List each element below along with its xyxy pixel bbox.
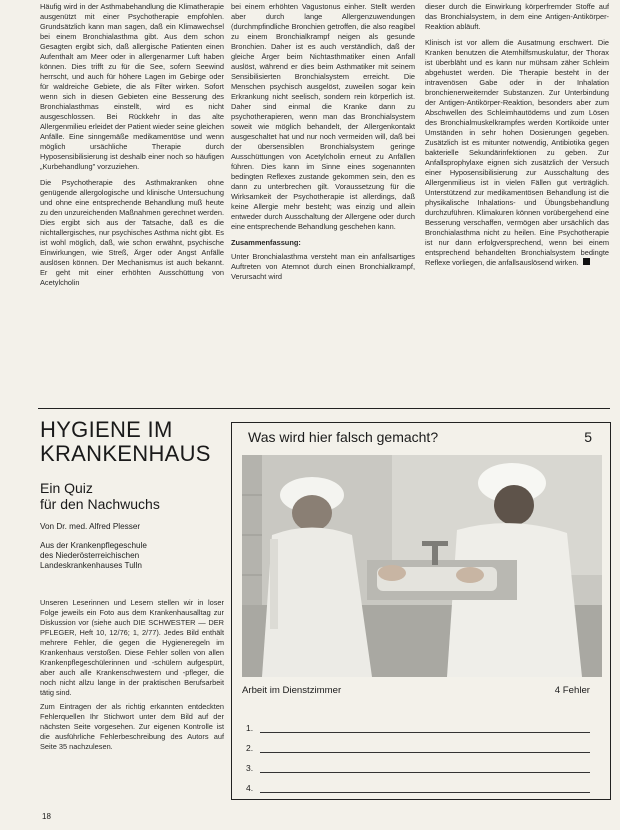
answer-number: 1. — [246, 723, 254, 733]
feature-subtitle — [40, 480, 224, 512]
answer-blank[interactable] — [260, 742, 590, 753]
quiz-question: Was wird hier falsch gemacht? — [248, 429, 439, 445]
paragraph: Zum Eintragen der als richtig erkannten entdeckten Fehlerquellen Ihr Stichwort unter dem Bild auf der nächsten Seite vorgesehen. Zur eigenen Kontrolle ist die ausführliche Fehlerbeschreibung des Autors auf Seite 35 nachzulesen. — [40, 702, 224, 751]
summary-heading: Zusammenfassung: — [231, 238, 301, 247]
paragraph — [425, 38, 609, 268]
article-column-3 — [425, 2, 609, 400]
quiz-photo — [242, 455, 602, 677]
feature-title-line: HYGIENE IM — [40, 417, 173, 442]
paragraph: Die Psychotherapie des Asthmakranken ohne genügende allergologische und klinische Untersuchung und ohne eine entsprechende Behandlung muß heute zu den unzureichenden Maßnahmen gerechnet werden. Dies ergibt sich aus der Tatsache, daß es die nichtallergisches, nur psychisches Asthma nicht gibt. Es ist wohl möglich, daß, wie schon erwähnt, psychische Einwirkungen, wie Streß, Ärger oder Angst Anfälle auslösen können. Der Mechanismus ist auch bekannt. Er geht mit einer erhöhten Ausschüttung von Acetylcholin — [40, 178, 224, 287]
answer-line[interactable] — [246, 753, 590, 773]
quiz-number: 5 — [584, 429, 592, 445]
answer-blank[interactable] — [260, 782, 590, 793]
answer-number: 4. — [246, 783, 254, 793]
page-number: 18 — [42, 812, 51, 821]
article-column-2 — [231, 2, 415, 380]
nurses-at-sink-illustration — [242, 455, 602, 677]
feature-subtitle-line: Ein Quiz — [40, 480, 93, 496]
feature-title-line: KRANKENHAUS — [40, 441, 211, 466]
institution-line: Aus der Krankenpflegeschule — [40, 541, 147, 550]
article-column-1 — [40, 2, 224, 380]
answer-number: 3. — [246, 763, 254, 773]
author-byline: Von Dr. med. Alfred Plesser — [40, 522, 141, 531]
institution-line: des Niederösterreichischen — [40, 551, 140, 560]
paragraph: bei einem erhöhten Vagustonus einher. Stellt werden aber durch lange Allergenzuwendungen (durchmpfindliche Bronchien getroffen, die also reagibel zu einem Bronchialkrampf neigen als gesunde Bronchien. Daher ist es auch verständlich, daß der gleiche Ärger beim Nichtasthmatiker einen Anfall auslöst, während er dies beim Asthmatiker mit seinem Sensibilisierten Bronchialsystem erreicht. Die Menschen psychisch ausgelöst, zuweilen sogar kein Erkrankung nicht seelisch, sondern rein körperlich ist. Daher sind einmal die Kranke dann zu psychotherapieren, wenn man das Bronchialsystem soweit wie möglich behandelt, der Allergenkontakt ausgeschaltet hat und nur noch vermeiden will, daß bei der übersensiblen Bronchialsystem geringe Ausschüttungen von Acetylcholin erneut zu Anfällen führen. Dies kann im Sinne eines sogenannten bedingten Reflexes zustande gekommen sein, den es dann zu unterbrechen gilt. Voraussetzung für die Wirksamkeit der Psychotherapie ist allerdings, daß keine Allergie mehr besteht; was einzig und allein entweder durch Ausschaltung der Allergene oder durch eine entsprechende Behandlung geschehen kann. — [231, 2, 415, 231]
answer-blank[interactable] — [260, 762, 590, 773]
feature-title — [40, 418, 224, 466]
paragraph-text: Klinisch ist vor allem die Ausatmung erschwert. Die Kranken benutzen die Atemhilfsmuskulatur, der Thorax ist überbläht und es kann nur mühsam zäher Schleim abgehustet werden. Die Therapie besteht in der intravenösen Gabe oder in der Inhalation bronchienerweiternder Substanzen. Zur Unterbindung der Antigen-Antikörper-Reaktion, besonders aber zum Abschwellen des Schleimhautödems und zum Lösen des Bronchialmuskelkrampfes werden Kortikoide unter Umständen in sehr hohen Dosierungen gegeben. Zusätzlich ist es mitunter notwendig, Antibiotika gegen bakterielle Sekundärinfektionen zu geben. Zur Anfallsprophylaxe eignen sich zusätzlich der Versuch einer Hyposensibilisierung zur Ausschaltung des Allergenmilieus ist in vielen Fällen gut verträglich. Unterstützend zur medikamentösen Behandlung ist die physikalische Inhalations- und Übungsbehandlung durchzuführen. Klimakuren können vorübergehend eine Besserung verschaffen, vermögen aber ursächlich das Bronchialasthma nicht zu heilen. Eine Psychotherapie ist nur dann erfolgversprechend, wenn bei einem entsprechend behandelten Bronchialsystem bedingte Reflexe vorliegen, die anfallsauslösend wirken. — [425, 38, 609, 267]
end-of-article-marker — [583, 258, 590, 265]
feature-body — [40, 598, 224, 818]
answer-blank[interactable] — [260, 722, 590, 733]
answer-number: 2. — [246, 743, 254, 753]
quiz-header — [248, 429, 592, 445]
photo-caption: Arbeit im Dienstzimmer — [242, 685, 342, 696]
paragraph: dieser durch die Einwirkung körperfremder Stoffe auf das Bronchialsystem, in dem eine Antigen-Antikörper-Reaktion abläuft. — [425, 2, 609, 31]
answer-line[interactable] — [246, 773, 590, 793]
paragraph: Unseren Leserinnen und Lesern stellen wir in loser Folge jeweils ein Foto aus dem Krankenhausalltag zur Diskussion vor (siehe auch DIE SCHWESTER — DER PFLEGER, Heft 10, 12/76; 1, 2/77). Jedes Bild enthält mehrere Fehler, die gegen die Hygieneregeln im Krankenhaus verstoßen. Diese Fehler sollen von allen Krankenpflegeschülerinnen und -schülern aufgespürt, aber auch alle Krankenschwestern und -pfleger, die noch nicht allzu lange in der praktischen Berufsarbeit tätig sind. — [40, 598, 224, 697]
section-divider — [38, 408, 610, 409]
answer-lines — [246, 713, 590, 793]
author-institution — [40, 541, 224, 571]
feature-header — [40, 418, 224, 571]
answer-line[interactable] — [246, 733, 590, 753]
institution-line: Landeskrankenhauses Tulln — [40, 561, 142, 570]
quiz-box — [231, 422, 611, 800]
answer-line[interactable] — [246, 713, 590, 733]
paragraph: Häufig wird in der Asthmabehandlung die Klimatherapie ausgenützt mit einer Psychotherapie empfohlen. Grundsätzlich kann man sagen, daß ein Klimawechsel bei einem Bronchialasthma gibt. Aus dem schon Gesagten ergibt sich, daß allergische Patienten einen Aufenthalt am Meer oder in allergenarmer Luft haben können. Dies trifft zu für die See, sofern Seewind herrscht, und auch für höhere Lagen im Gebirge oder für waldreiche Gebiete, die als Filter wirken. Sofort wenn sich in diesen Gebieten eine Besserung des Bronchialasthmas einstellt, wird es nicht ausgeschlossen. Bei Rückkehr in das alte Allergenmilieu erleidet der Patient wieder seine gleichen Anfälle. Eine sinngemäße medikamentöse und wenn möglich ursächliche Therapie durch Hyposensibilisierung ist deshalb einer noch so häufigen „Kurbehandlung" vorzuziehen. — [40, 2, 224, 171]
photo-caption-row — [242, 685, 590, 696]
error-count: 4 Fehler — [554, 685, 590, 696]
feature-subtitle-line: für den Nachwuchs — [40, 496, 160, 512]
paragraph: Unter Bronchialasthma versteht man ein anfallsartiges Auftreten von Atemnot durch einen Bronchialkrampf, Verursacht wird — [231, 252, 415, 281]
